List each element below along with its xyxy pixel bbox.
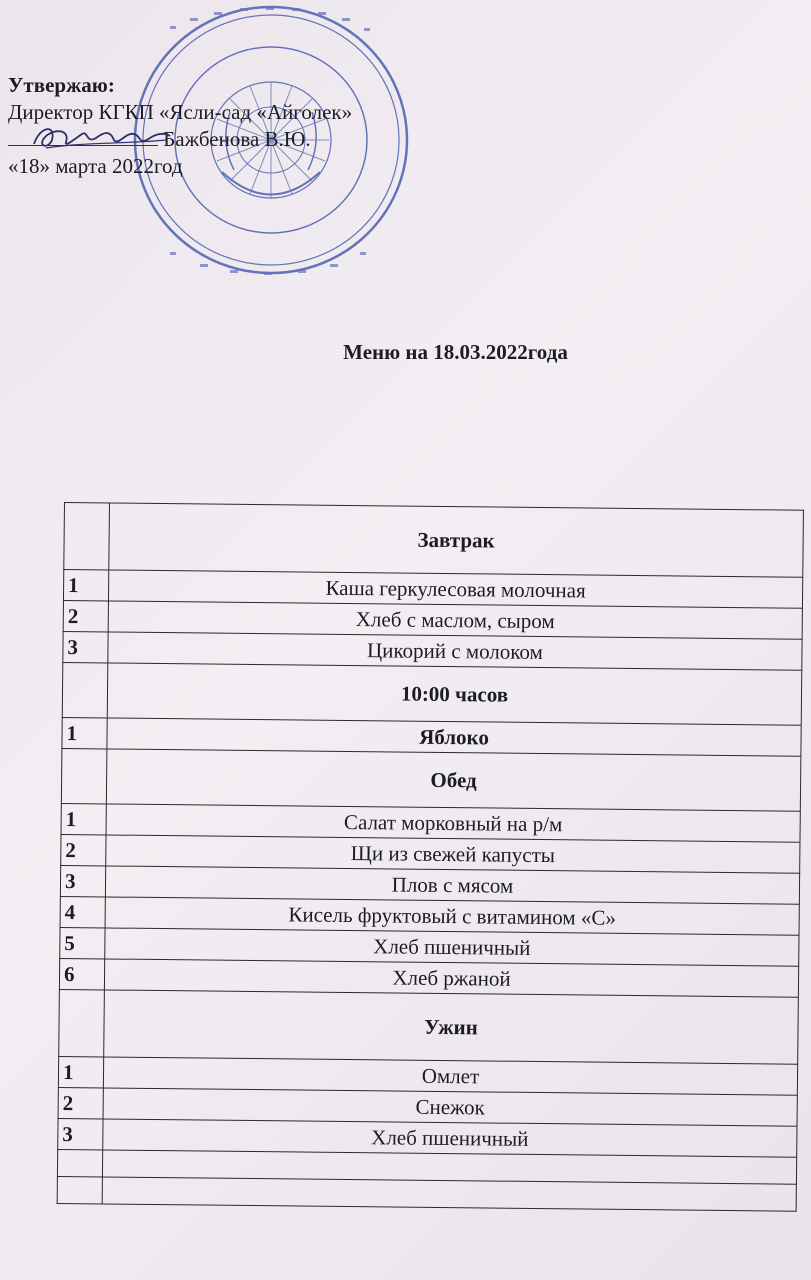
item-name: Каша геркулесовая молочная: [108, 570, 802, 608]
empty-cell: [57, 1149, 102, 1176]
item-number: 1: [58, 1056, 103, 1087]
section-number-cell: [61, 748, 107, 803]
item-number: 2: [63, 600, 108, 631]
item-number: 2: [61, 834, 106, 865]
item-number: 3: [58, 1118, 103, 1149]
section-number-cell: [64, 503, 110, 570]
item-name: Хлеб с маслом, сыром: [108, 601, 802, 639]
signature-line: [8, 126, 448, 153]
approval-block: [8, 72, 448, 180]
section-title: Обед: [106, 749, 801, 811]
section-title: Ужин: [104, 990, 799, 1064]
page-title: Меню на 18.03.2022года: [343, 340, 568, 364]
item-number: 4: [60, 896, 105, 927]
item-name: Кисель фруктовый с витамином «С»: [105, 897, 799, 935]
item-number: 1: [63, 570, 108, 601]
item-name: Омлет: [103, 1057, 797, 1095]
section-header-row: [62, 662, 802, 725]
empty-cell: [57, 1176, 102, 1203]
item-name: Хлеб пшеничный: [105, 928, 799, 966]
item-name: Хлеб ржаной: [104, 959, 798, 997]
item-number: 1: [62, 717, 107, 748]
approval-heading: Утвержаю:: [8, 73, 115, 97]
section-title: Завтрак: [109, 503, 804, 577]
item-number: 3: [63, 631, 108, 662]
section-header-row: [59, 989, 799, 1064]
item-name: Снежок: [103, 1088, 797, 1126]
item-name: Цикорий с молоком: [108, 632, 802, 670]
item-number: 3: [60, 865, 105, 896]
menu-table: [57, 502, 804, 1212]
section-header-row: [61, 748, 801, 811]
item-name: Хлеб пшеничный: [103, 1119, 797, 1157]
approval-date: «18» марта 2022год: [8, 154, 183, 178]
item-name: Яблоко: [107, 718, 801, 756]
section-number-cell: [59, 989, 105, 1056]
item-number: 5: [60, 927, 105, 958]
item-name: Щи из свежей капусты: [106, 835, 800, 873]
section-header-row: [64, 503, 804, 578]
item-name: Салат морковный на р/м: [106, 804, 800, 842]
section-title: 10:00 часов: [107, 663, 802, 725]
signatory-name: Бажбенова В.Ю.: [163, 127, 311, 151]
handwritten-signature: [26, 120, 176, 154]
section-number-cell: [62, 662, 108, 717]
director-position: Директор КГКП «Ясли-сад «Айголек»: [8, 100, 353, 124]
item-name: Плов с мясом: [105, 866, 799, 904]
item-number: 1: [61, 803, 106, 834]
item-number: 2: [58, 1087, 103, 1118]
item-number: 6: [59, 958, 104, 989]
